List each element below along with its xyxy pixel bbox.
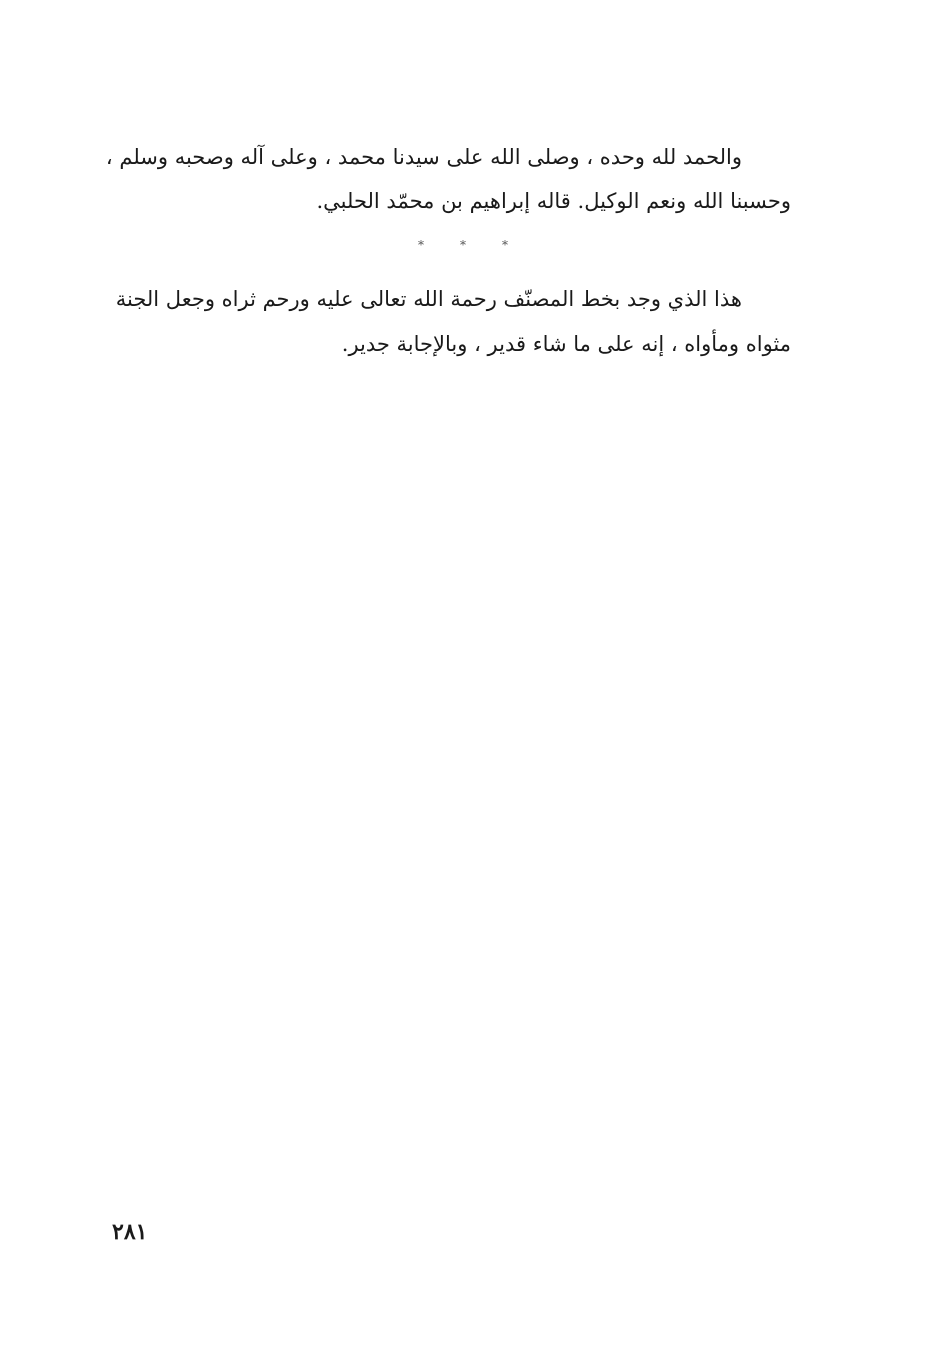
page-number: ٢٨١ [112,1219,148,1245]
paragraph-1-line-1: والحمد لله وحده ، وصلى الله على سيدنا محمد ، وعلى آله وصحبه وسلم ، [105,145,742,169]
separator-star: * [418,238,424,252]
separator-star: * [460,238,466,252]
separator-star: * [502,238,508,252]
paragraph-2-line-1: هذا الذي وجد بخط المصنّف رحمة الله تعالى عليه ورحم ثراه وجعل الجنة [115,287,742,311]
paragraph-2-line-2: مثواه ومأواه ، إنه على ما شاء قدير ، وبالإجابة جدير. [341,332,791,356]
paragraph-1-line-2: وحسبنا الله ونعم الوكيل. قاله إبراهيم بن محمّد الحلبي. [316,189,791,213]
section-separator [418,238,508,252]
